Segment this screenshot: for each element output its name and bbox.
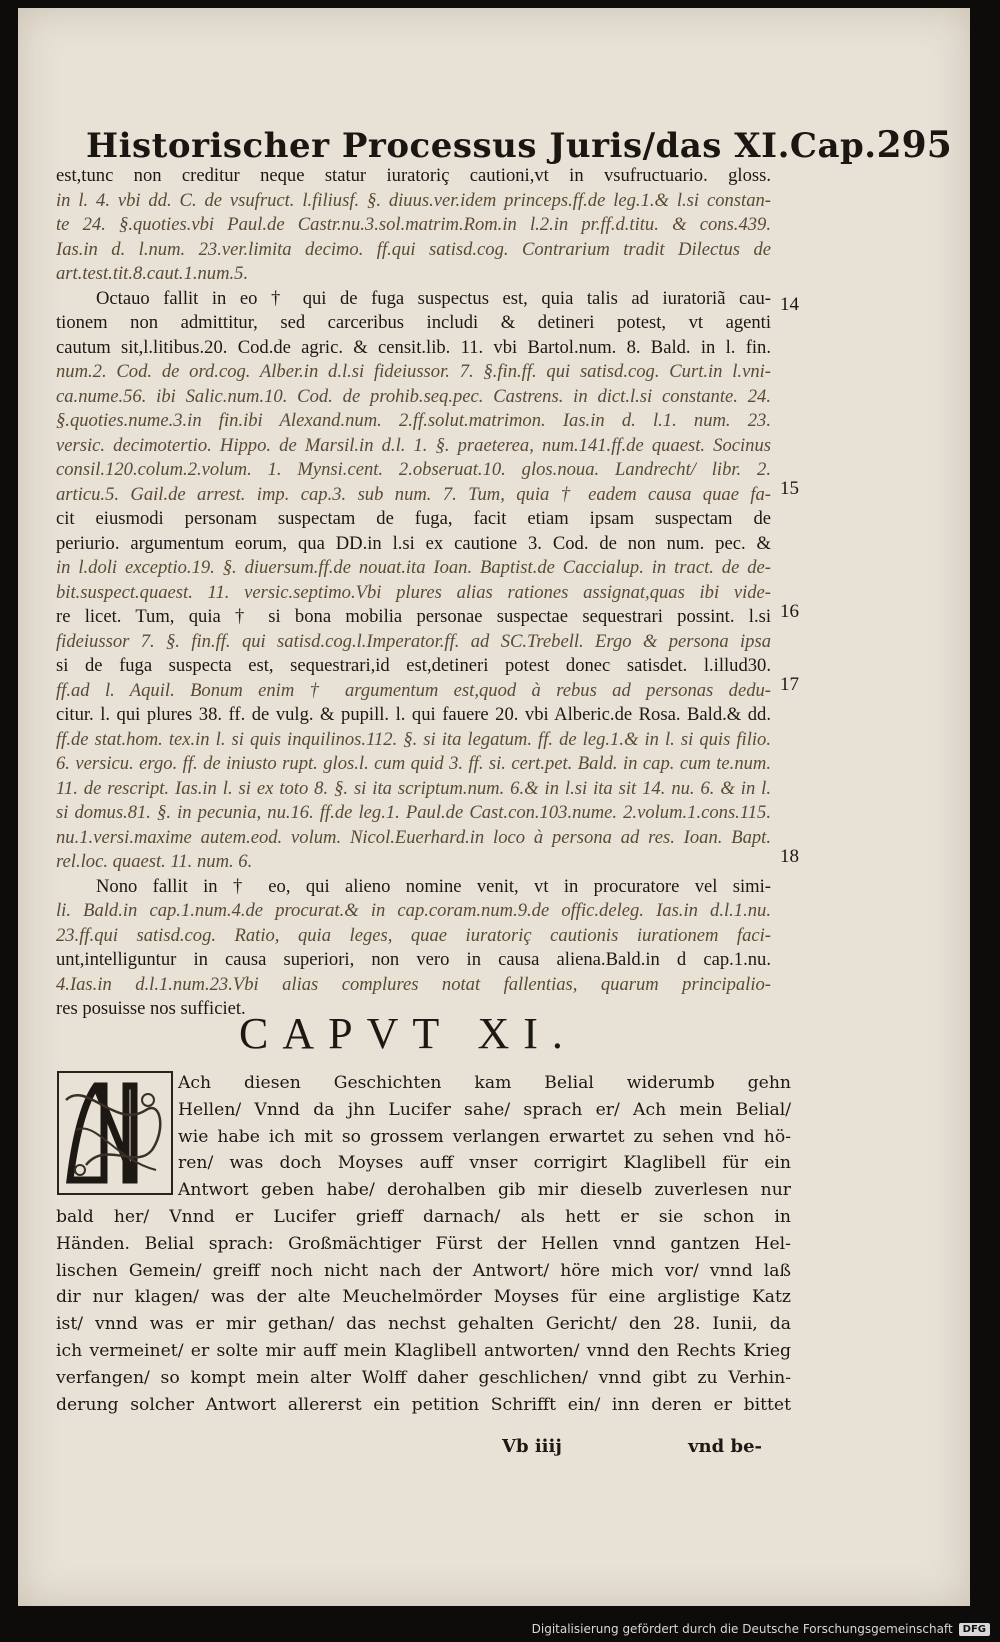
- text-line: Hellen/ Vnnd da jhn Lucifer sahe/ sprach er/ Ach mein Belial/: [178, 1099, 791, 1120]
- text-line: Händen. Belial sprach: Großmächtiger Fürst der Hellen vnnd gantzen Hel-: [56, 1233, 791, 1254]
- text-line: verfangen/ so kompt mein alter Wolff daher geschlichen/ vnnd gibt zu Verhin-: [56, 1367, 791, 1388]
- text-line: articu.5. Gail.de arrest. imp. cap.3. sub num. 7. Tum, quia † eadem causa quae fa-: [56, 483, 771, 505]
- text-line: res posuisse nos sufficiet.: [56, 998, 246, 1019]
- book-page: [18, 8, 970, 1606]
- text-line: num.2. Cod. de ord.cog. Alber.in d.l.si fideiussor. 7. §.fin.ff. qui satisd.cog. Curt.in l.vni-: [56, 361, 771, 382]
- text-line: periurio. argumentum eorum, qua DD.in l.si ex cautione 3. Cod. de non num. pec. &: [56, 532, 771, 554]
- text-line: in l. 4. vbi dd. C. de vsufruct. l.filiusf. §. diuus.ver.idem princeps.ff.de leg.1.& l.si constan-: [56, 189, 771, 211]
- credit-text: Digitalisierung gefördert durch die Deutsche Forschungsgemeinschaft: [531, 1622, 953, 1636]
- text-line: lischen Gemein/ greiff noch nicht nach der Antwort/ höre mich vor/ vnnd laß: [56, 1260, 791, 1281]
- text-line: Nono fallit in † eo, qui alieno nomine venit, vt in procuratore vel simi-: [96, 875, 771, 897]
- text-line: est,tunc non creditur neque statur iuratoriç cautioni,vt in vsufructuario. gloss.: [56, 165, 771, 186]
- text-line: rel.loc. quaest. 11. num. 6.: [56, 851, 253, 872]
- text-line: versic. decimotertio. Hippo. de Marsil.in d.l. 1. §. praeterea, num.141.ff.de quaest. Socinus: [56, 434, 771, 456]
- text-line: unt,intelliguntur in causa superiori, non vero in causa aliena.Bald.in d cap.1.nu.: [56, 949, 771, 970]
- text-line: cautum sit,l.litibus.20. Cod.de agric. & censit.lib. 11. vbi Bartol.num. 8. Bald. in l. fin.: [56, 336, 771, 358]
- text-line: Ias.in d. l.num. 23.ver.limita decimo. ff.qui satisd.cog. Contrarium tradit Dilectus de: [56, 238, 771, 260]
- text-line: derung solcher Antwort allererst ein petition Schrifft ein/ inn deren er bittet: [56, 1394, 791, 1415]
- text-line: li. Bald.in cap.1.num.4.de procurat.& in cap.coram.num.9.de offic.deleg. Ias.in d.l.1.nu.: [56, 900, 771, 921]
- text-line: in l.doli exceptio.19. §. diuersum.ff.de nouat.ita Ioan. Baptist.de Caccialup. in tract. de de-: [56, 557, 771, 578]
- margin-number: 17: [780, 674, 799, 695]
- running-header: [86, 116, 952, 166]
- text-line: ren/ was doch Moyses auff vnser corrigirt Klaglibell für ein: [178, 1153, 791, 1174]
- text-line: art.test.tit.8.caut.1.num.5.: [56, 263, 249, 284]
- german-text-block: [56, 1070, 791, 1418]
- text-line: 11. de rescript. Ias.in l. si ex toto 8. §. si ita scriptum.num. 6.& in l.si ita sit 14. nu. 6. & in l.: [56, 777, 771, 799]
- digitization-credit: [532, 1622, 990, 1636]
- text-line: consil.120.colum.2.volum. 1. Mynsi.cent. 2.obseruat.10. glos.noua. Landrecht/ libr. 2.: [56, 459, 771, 480]
- signature-mark: Vb iiij: [502, 1436, 562, 1457]
- text-line: Antwort geben habe/ derohalben gib mir dieselb zuverlesen nur: [178, 1180, 791, 1201]
- text-line: cit eiusmodi personam suspectam de fuga, facit etiam ipsam suspectam de: [56, 508, 771, 529]
- text-line: re licet. Tum, quia † si bona mobilia personae suspectae sequestrari possint. l.si: [56, 606, 771, 627]
- margin-number: 18: [780, 846, 799, 867]
- text-line: ff.de stat.hom. tex.in l. si quis inquilinos.112. §. si ita legatum. ff. de leg.1.& in l. si quis filio.: [56, 728, 771, 750]
- text-line: ff.ad l. Aquil. Bonum enim † argumentum est,quod à rebus ad personas dedu-: [56, 679, 771, 701]
- text-line: dir nur klagen/ was der alte Meuchelmörder Moyses für eine arglistige Katz: [56, 1287, 791, 1308]
- margin-number: 14: [780, 294, 799, 315]
- text-line: si domus.81. §. in pecunia, nu.16. ff.de leg.1. Paul.de Cast.con.103.nume. 2.volum.1.cons.115.: [56, 802, 771, 823]
- text-line: ca.nume.56. ibi Salic.num.10. Cod. de prohib.seq.pec. Castrens. in dict.l.si constante. 24.: [56, 385, 771, 407]
- latin-text-block: [56, 164, 771, 1022]
- margin-number: 16: [780, 601, 799, 622]
- dfg-logo: DFG: [959, 1623, 990, 1636]
- chapter-heading: CAPVT XI.: [239, 1009, 577, 1058]
- text-line: bald her/ Vnnd er Lucifer grieff darnach/ als hett er sie schon in: [56, 1206, 791, 1227]
- text-line: fideiussor 7. §. fin.ff. qui satisd.cog.l.Imperator.ff. ad SC.Trebell. Ergo & persona ipsa: [56, 630, 771, 652]
- text-line: Octauo fallit in eo † qui de fuga suspectus est, quia talis ad iuratoriã cau-: [96, 287, 771, 309]
- text-line: 6. versicu. ergo. ff. de iniusto rupt. glos.l. cum quid 3. ff. si. cert.pet. Bald. in cap. cum te.num.: [56, 753, 771, 774]
- text-line: ich vermeinet/ er solte mir auff mein Klaglibell antworten/ vnnd den Rechts Krieg: [56, 1340, 791, 1361]
- text-line: tionem non admittitur, sed carceribus includi & detineri potest, vt agenti: [56, 312, 771, 333]
- page-number: 295: [876, 124, 952, 166]
- text-line: bit.suspect.quaest. 11. versic.septimo.Vbi plures alias rationes assignat,quas ibi vide-: [56, 581, 771, 603]
- text-line: 23.ff.qui satisd.cog. Ratio, quia leges, quae iuratoriç cautionis iurationem faci-: [56, 924, 771, 946]
- text-line: te 24. §.quoties.vbi Paul.de Castr.nu.3.sol.matrim.Rom.in l.2.in pr.ff.d.titu. & cons.439.: [56, 214, 771, 235]
- text-line: si de fuga suspecta est, sequestrari,id est,detineri potest donec satisdet. l.illud30.: [56, 655, 771, 676]
- catchword: vnd be-: [688, 1436, 762, 1457]
- margin-number: 15: [780, 478, 799, 499]
- text-line: 4.Ias.in d.l.1.num.23.Vbi alias complures notat fallentias, quarum principalio-: [56, 973, 771, 995]
- text-line: Ach diesen Geschichten kam Belial widerumb gehn: [178, 1073, 791, 1093]
- page-footer: [502, 1436, 762, 1462]
- running-title: Historischer Processus Juris/das XI.Cap.: [86, 126, 877, 166]
- text-line: nu.1.versi.maxime autem.eod. volum. Nicol.Euerhard.in loco à persona ad res. Ioan. Bapt.: [56, 826, 771, 848]
- text-line: wie habe ich mit so grossem verlangen erwartet zu sehen vnd hö-: [178, 1126, 791, 1147]
- text-line: §.quoties.nume.3.in fin.ibi Alexand.num. 2.ff.solut.matrimon. Ias.in d. l.1. num. 23.: [56, 410, 771, 431]
- text-line: ist/ vnnd was er mir gethan/ das nechst gehalten Gericht/ den 28. Iunii, da: [56, 1314, 791, 1335]
- text-line: citur. l. qui plures 38. ff. de vulg. & pupill. l. qui fauere 20. vbi Alberic.de Rosa. Bald.& dd.: [56, 704, 771, 725]
